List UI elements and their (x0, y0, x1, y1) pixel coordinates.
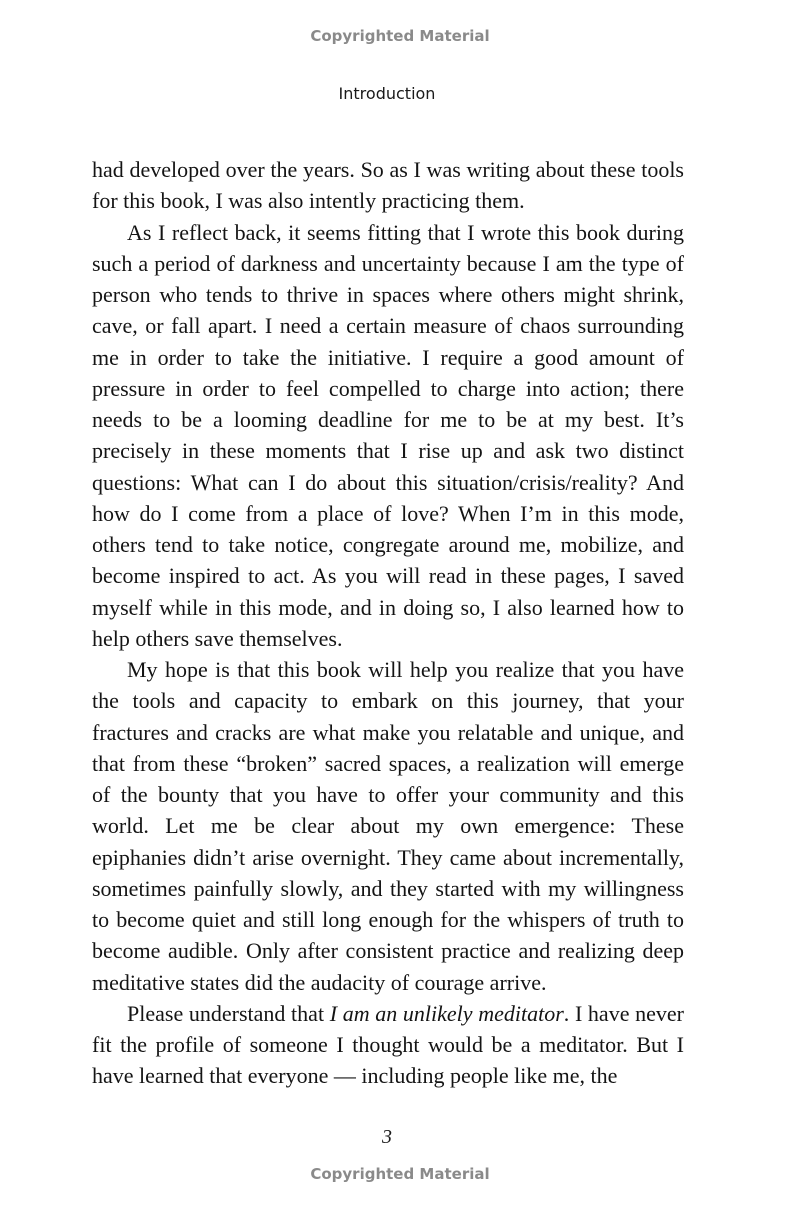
paragraph-4-emphasis: I am an unlikely meditator (329, 1000, 564, 1026)
copyright-watermark-top: Copyrighted Material (310, 27, 490, 45)
copyright-watermark-bottom: Copyrighted Material (310, 1165, 490, 1183)
paragraph-3: My hope is that this book will help you realize that you have the tools and capacity to embark on this journey, that your fractures and cracks are what make you relatable and unique, and that from these “broken” sacred spaces, a realization will emerge of the bounty that you have to offer your community and this world. Let me be clear about my own emergence: These epiphanies didn’t arise overnight. They came about incrementally, sometimes painfully slowly, and they started with my willingness to become quiet and still long enough for the whispers of truth to become audible. Only after consistent practice and realizing deep meditative states did the audacity of courage arrive. (92, 657, 684, 995)
running-header: Introduction (338, 84, 436, 103)
page-number: 3 (382, 1126, 392, 1148)
paragraph-4-lead: Please understand that (127, 1000, 330, 1026)
paragraph-4 (92, 998, 684, 1092)
paragraph-2: As I reflect back, it seems fitting that I wrote this book during such a period of darkness and uncertainty because I am the type of person who tends to thrive in spaces where others might shrink, cave, or fall apart. I need a certain measure of chaos surrounding me in order to take the initiative. I require a good amount of pressure in order to feel compelled to charge into action; there needs to be a looming deadline for me to be at my best. It’s precisely in these moments that I rise up and ask two distinct questions: What can I do about this situation/crisis/reality? And how do I come from a place of love? When I’m in this mode, others tend to take notice, congregate around me, mobilize, and become inspired to act. As you will read in these pages, I saved myself while in this mode, and in doing so, I also learned how to help others save themselves. (92, 219, 684, 651)
paragraph-4-rest: . I have never fit the profile of someone I thought would be a meditator. But I have learned that everyone — including people like me, the (92, 1000, 684, 1089)
body-text (92, 154, 684, 1092)
paragraph-1: had developed over the years. So as I was writing about these tools for this book, I was also intently practicing them. (92, 157, 684, 214)
